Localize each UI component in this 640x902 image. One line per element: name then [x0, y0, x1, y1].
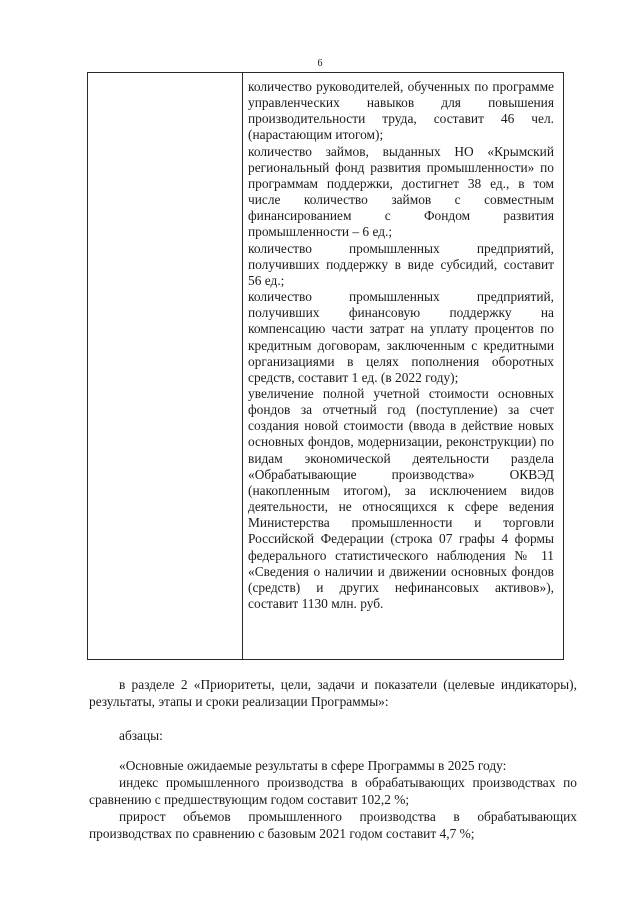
indicator-item: количество займов, выданных НО «Крымский региональный фонд развития промышленности» по программам поддержки, достигнет 38 ед., в том числе количество займов с совместным финансированием с Фондом развития промышленности – 6 ед.;	[248, 143, 554, 240]
indicators-table	[87, 72, 564, 660]
indicator-item: количество руководителей, обученных по программе управленческих навыков для повышения производительности труда, составит 46 чел. (нарастающим итогом);	[248, 79, 554, 143]
result-item: прирост объемов промышленного производства в обрабатывающих производствах по сравнению с базовым 2021 годом составит 4,7 %;	[89, 809, 577, 841]
expected-results-block	[89, 757, 577, 842]
abzacy-paragraph: абзацы:	[119, 728, 163, 743]
expected-results-heading: «Основные ожидаемые результаты в сфере Программы в 2025 году:	[119, 758, 507, 773]
page-number: 6	[317, 58, 323, 69]
table-cell-indicators	[248, 79, 554, 612]
indicator-item: количество промышленных предприятий, получивших финансовую поддержку на компенсацию части затрат на уплату процентов по кредитным договорам, заключенным с кредитными организациями в целях пополнения оборотных средств, составит 1 ед. (в 2022 году);	[248, 289, 554, 385]
table-column-divider	[242, 73, 243, 659]
section-2-paragraph: в разделе 2 «Приоритеты, цели, задачи и показатели (целевые индикаторы), результаты, этапы и сроки реализации Программы»:	[89, 677, 577, 709]
indicator-item: увеличение полной учетной стоимости основных фондов за отчетный год (поступление) за счет создания новой стоимости (ввода в действие новых основных фондов, модернизации, реконструкции) по видам экономической деятельности раздела «Обрабатывающие производства» ОКВЭД (накопленным итогом), за исключением видов деятельности, не относящихся к сфере ведения Министерства промышленности и торговли Российской Федерации (строка 07 графы 4 формы федерального статистического наблюдения № 11 «Сведения о наличии и движении основных фондов (средств) и других нефинансовых активов»), составит 1130 млн. руб.	[248, 385, 554, 611]
result-item: индекс промышленного производства в обрабатывающих производствах по сравнению с предшествующим годом составит 102,2 %;	[89, 775, 577, 807]
indicator-item: количество промышленных предприятий, получивших поддержку в виде субсидий, составит 56 ед.;	[248, 240, 554, 288]
